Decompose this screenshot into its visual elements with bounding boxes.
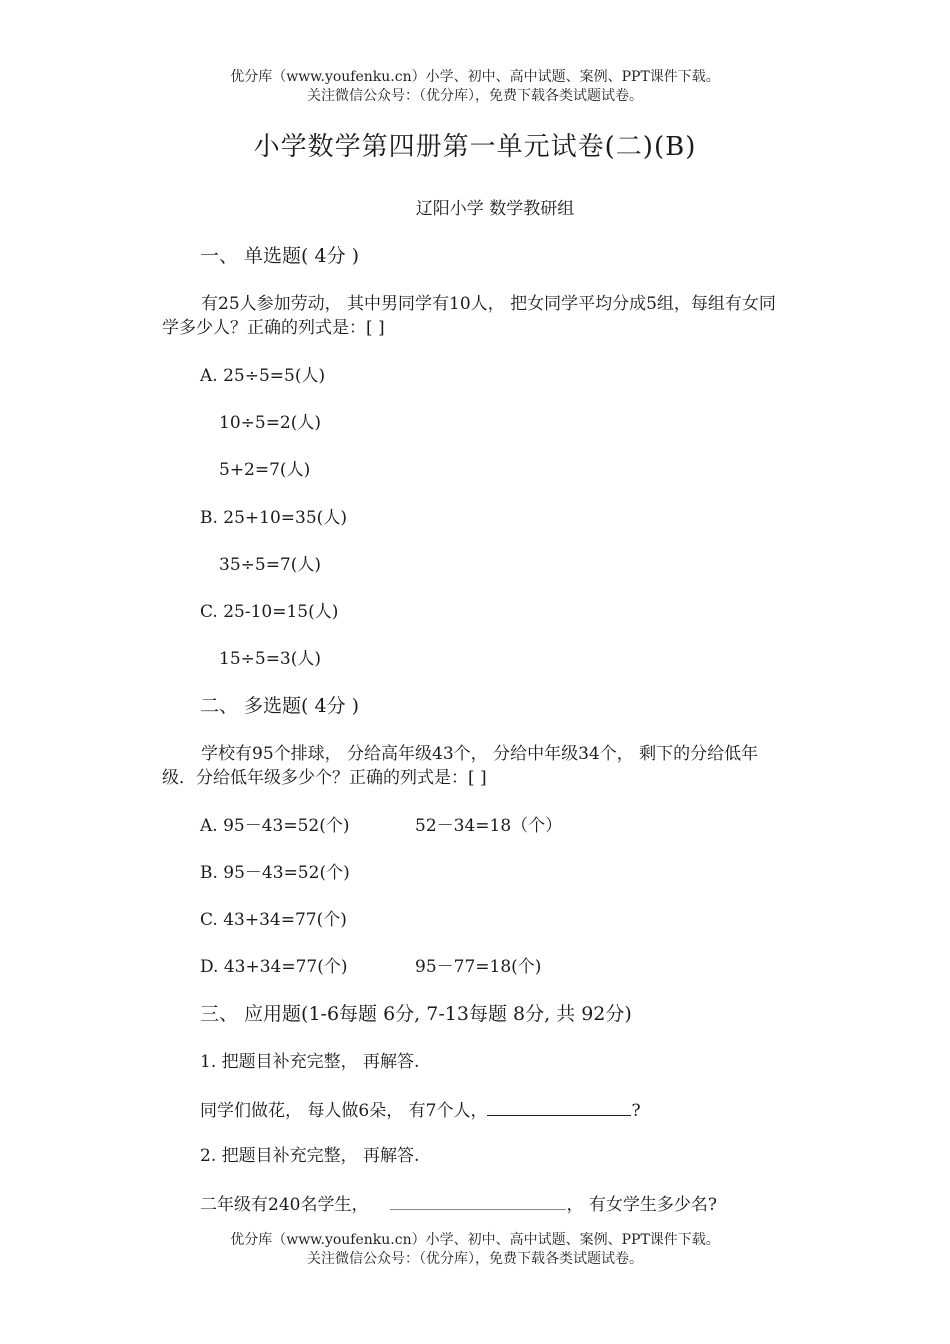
section-1-option-a-line-1: A. 25÷5=5(人)	[200, 366, 326, 386]
section-1-option-b-line-2: 35÷5=7(人)	[219, 555, 322, 575]
page-footer-line-2: 关注微信公众号：（优分库），免费下载各类试题试卷。	[307, 1251, 643, 1267]
section-3-q2-text-before: 二年级有240名学生，	[200, 1195, 369, 1215]
section-3-q2-title: 2. 把题目补充完整， 再解答.	[200, 1146, 420, 1166]
document-title: 小学数学第四册第一单元试卷(二)(B)	[253, 132, 697, 162]
section-3-q2-text-after: ， 有女学生多少名?	[566, 1195, 717, 1215]
section-1-option-a-line-3: 5+2=7(人)	[219, 460, 311, 480]
section-3-q2-fill-blank[interactable]	[390, 1191, 566, 1210]
section-3-heading: 三、 应用题(1-6每题 6分, 7-13每题 8分, 共 92分)	[200, 1003, 632, 1025]
section-3-q1-text-before: 同学们做花， 每人做6朵， 有7个人，	[200, 1101, 488, 1121]
section-2-option-c: C. 43+34=77(个)	[200, 910, 347, 930]
section-3-q1-title: 1. 把题目补充完整， 再解答.	[200, 1052, 420, 1072]
section-2-heading: 二、 多选题( 4分 )	[200, 695, 360, 717]
section-2-option-a: A. 95－43=52(个)	[200, 816, 350, 836]
document-author: 辽阳小学 数学教研组	[415, 199, 575, 219]
section-2-option-d-second: 95－77=18(个)	[415, 957, 542, 977]
section-3-q2-text	[200, 1191, 717, 1217]
section-3-q1-text-after: ?	[631, 1101, 641, 1121]
page-header-line-1: 优分库（www.youfenku.cn）小学、初中、高中试题、案例、PPT课件下载。	[230, 69, 720, 85]
section-1-option-c-line-2: 15÷5=3(人)	[219, 649, 322, 669]
page-header-line-2: 关注微信公众号：（优分库），免费下载各类试题试卷。	[307, 88, 643, 104]
section-2-option-b: B. 95－43=52(个)	[200, 863, 350, 883]
section-2-question: 学校有95个排球， 分给高年级43个， 分给中年级34个， 剩下的分给低年级．分给低年级多少个？正确的列式是：[ ]	[162, 744, 759, 788]
section-2-option-d: D. 43+34=77(个)	[200, 957, 348, 977]
section-2-option-a-second: 52－34=18（个）	[415, 816, 563, 836]
section-3-q1-fill-blank[interactable]	[487, 1097, 631, 1116]
section-1-heading: 一、 单选题( 4分 )	[200, 245, 360, 267]
section-1-option-a-line-2: 10÷5=2(人)	[219, 413, 322, 433]
section-1-option-c-line-1: C. 25-10=15(人)	[200, 602, 339, 622]
section-1-option-b-line-1: B. 25+10=35(人)	[200, 508, 347, 528]
section-3-q1-text	[200, 1097, 641, 1123]
section-1-question: 有25人参加劳动， 其中男同学有10人， 把女同学平均分成5组，每组有女同学多少人？正确的列式是：[ ]	[162, 294, 776, 338]
page-footer-line-1: 优分库（www.youfenku.cn）小学、初中、高中试题、案例、PPT课件下载。	[230, 1232, 720, 1248]
